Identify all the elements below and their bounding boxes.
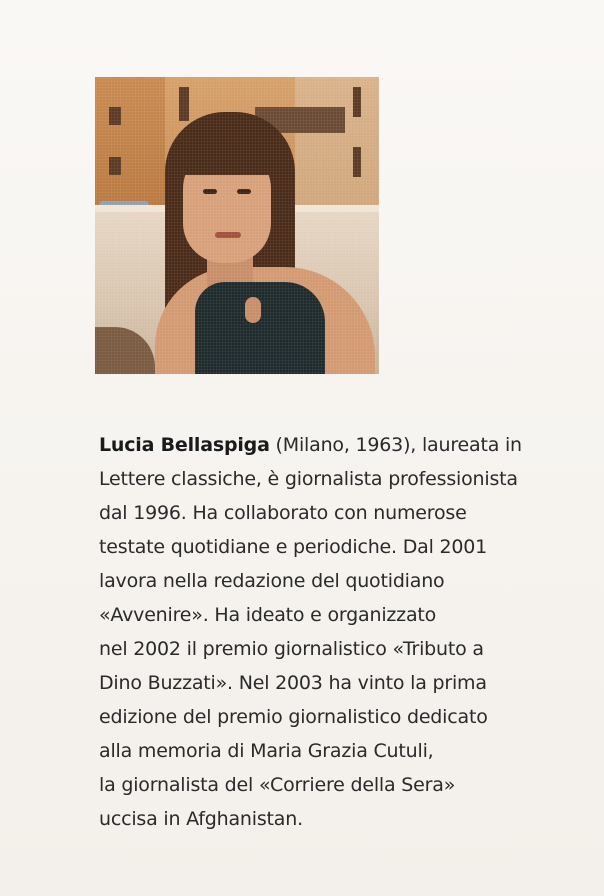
bio-line: Dino Buzzati». Nel 2003 ha vinto la prima: [99, 672, 487, 694]
photo-print-grain: [95, 77, 379, 374]
bio-line: alla memoria di Maria Grazia Cutuli,: [99, 740, 434, 762]
bio-line: Lettere classiche, è giornalista professionista: [99, 468, 518, 490]
author-name: Lucia Bellaspiga: [99, 434, 270, 456]
bio-line-rest: (Milano, 1963), laureata in: [269, 434, 522, 456]
bio-line: nel 2002 il premio giornalistico «Tributo a: [99, 638, 484, 660]
bio-line: edizione del premio giornalistico dedicato: [99, 706, 488, 728]
bio-line: [99, 428, 559, 462]
author-portrait-photo: [95, 77, 379, 374]
bio-line: «Avvenire». Ha ideato e organizzato: [99, 604, 437, 626]
author-biography: [99, 428, 559, 836]
bio-line: la giornalista del «Corriere della Sera»: [99, 774, 456, 796]
bio-line: testate quotidiane e periodiche. Dal 2001: [99, 536, 488, 558]
bio-line: uccisa in Afghanistan.: [99, 808, 303, 830]
bio-line: lavora nella redazione del quotidiano: [99, 570, 445, 592]
bio-line: dal 1996. Ha collaborato con numerose: [99, 502, 467, 524]
